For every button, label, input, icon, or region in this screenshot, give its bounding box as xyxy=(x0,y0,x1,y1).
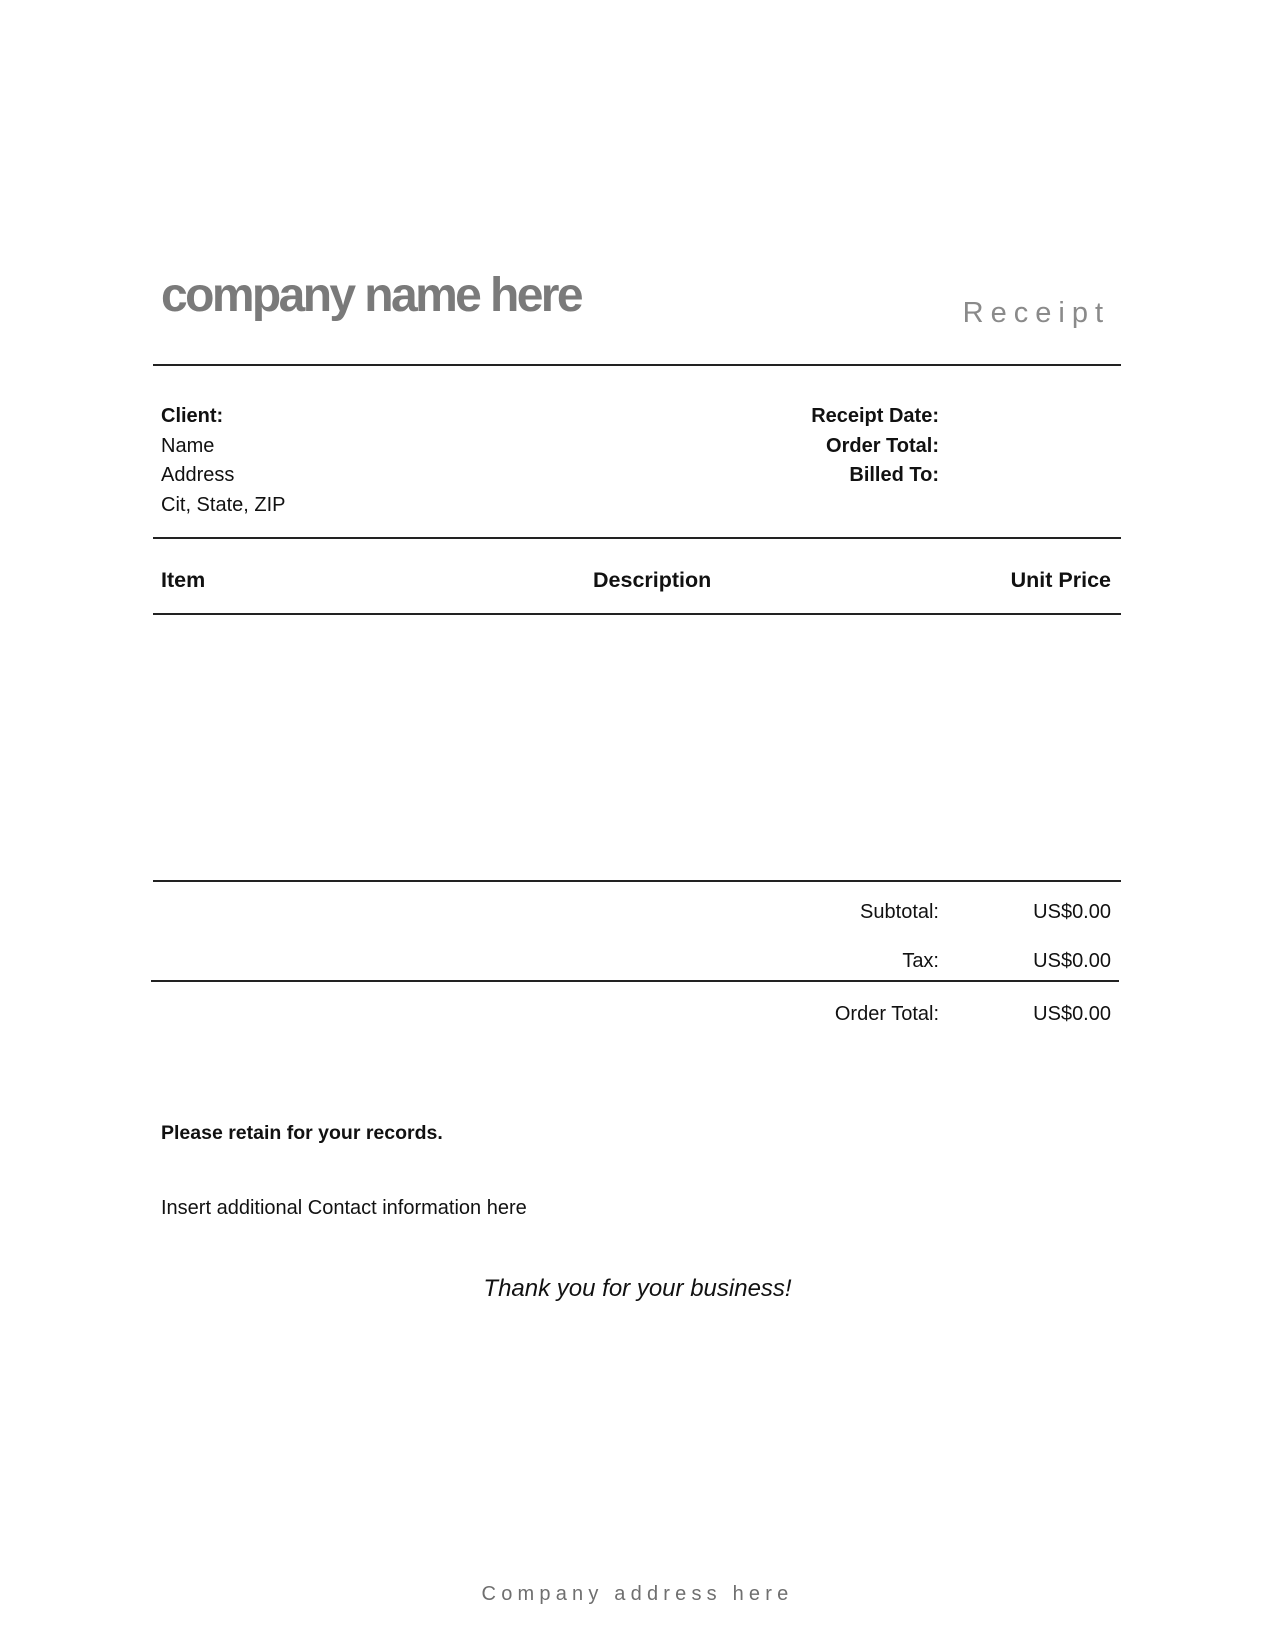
column-header-item: Item xyxy=(161,568,206,592)
tax-label: Tax: xyxy=(902,950,939,972)
billed-to-label: Billed To: xyxy=(849,464,939,486)
subtotal-label: Subtotal: xyxy=(860,901,939,923)
client-address: Address xyxy=(161,464,235,486)
tax-value: US$0.00 xyxy=(1033,950,1111,972)
subtotal-value: US$0.00 xyxy=(1033,901,1111,923)
receipt-date-label: Receipt Date: xyxy=(811,405,939,427)
column-header-unit-price: Unit Price xyxy=(1010,568,1111,592)
totals-divider xyxy=(151,980,1119,982)
table-bottom-divider xyxy=(153,880,1121,882)
thank-you-message: Thank you for your business! xyxy=(483,1275,792,1302)
retain-note: Please retain for your records. xyxy=(161,1122,443,1144)
info-divider xyxy=(153,537,1121,539)
contact-info: Insert additional Contact information here xyxy=(161,1197,527,1219)
client-city-state-zip: Cit, State, ZIP xyxy=(161,493,286,516)
receipt-meta xyxy=(811,402,939,491)
client-block xyxy=(161,402,285,520)
document-title: Receipt xyxy=(962,297,1110,329)
company-name: company name here xyxy=(161,269,581,322)
client-name: Name xyxy=(161,434,215,457)
column-header-description: Description xyxy=(593,568,712,592)
header-divider xyxy=(153,364,1121,366)
order-total-value: US$0.00 xyxy=(1033,1003,1111,1025)
company-address: Company address here xyxy=(481,1583,794,1605)
client-label: Client: xyxy=(161,405,224,427)
order-total-meta-label: Order Total: xyxy=(826,434,939,457)
order-total-label: Order Total: xyxy=(834,1003,939,1025)
table-body xyxy=(153,615,1121,879)
